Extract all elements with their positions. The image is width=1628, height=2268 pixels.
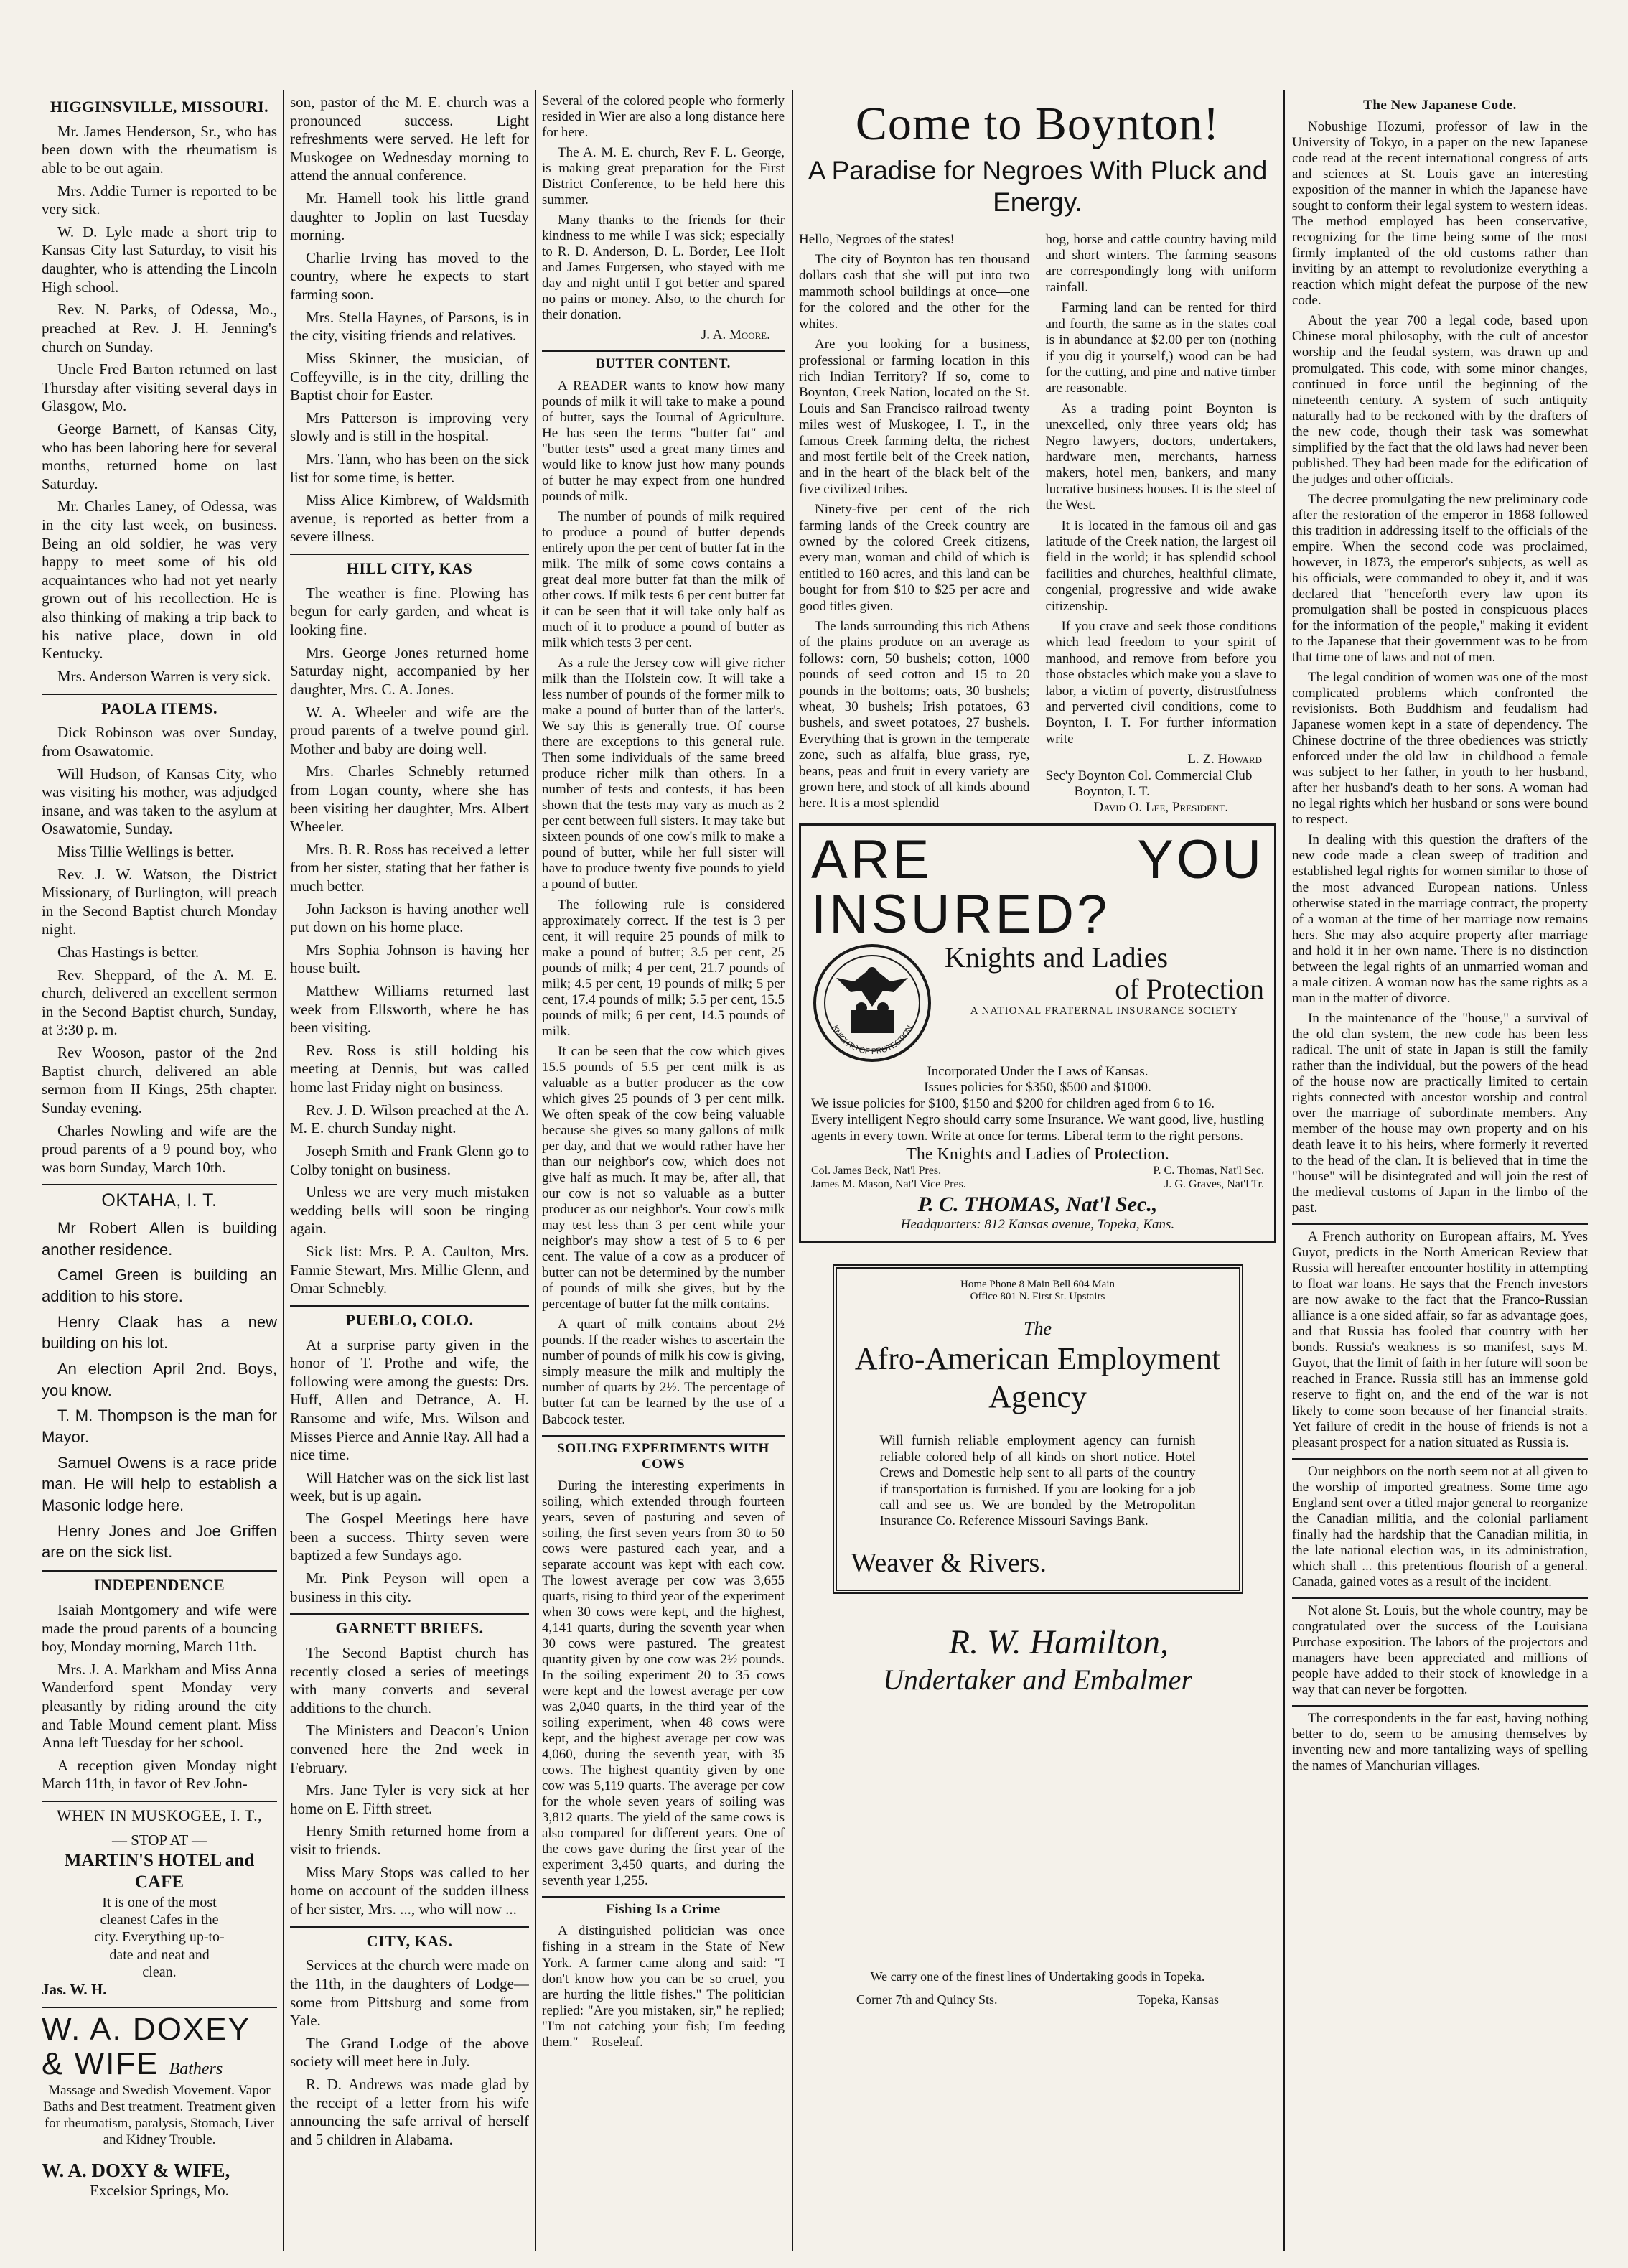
- signer: David O. Lee, President.: [1093, 800, 1229, 816]
- news-item: Mrs. Addie Turner is reported to be very sick.: [42, 182, 277, 218]
- insurance-name: Knights and Ladies: [945, 941, 1169, 974]
- section-divider: [42, 694, 277, 695]
- news-item: Miss Skinner, the musician, of Coffeyville, is in the city, drilling the Baptist choir for Easter.: [290, 349, 529, 404]
- section-divider: [542, 350, 785, 352]
- insurance-secretary: P. C. THOMAS, Nat'l Sec.,: [917, 1192, 1158, 1216]
- article-paragraph: The legal condition of women was one of the most complicated problems which confronted the revisionists. Both Buddhism and feudalism had Japanese women kept in a state of dependency. The Chinese doctrine of the three obediences was strictly enforced under the old law—in childhood a female was subject to her father, in youth to her husband, after her husband's death to her sons. A woman had no legal rights which her husband or sons were bound to respect.: [1292, 670, 1588, 828]
- news-item: Uncle Fred Barton returned on last Thursday after visiting several days in Glasgow, Mo.: [42, 360, 277, 415]
- news-item: Miss Alice Kimbrew, of Waldsmith avenue, is reported as better from a severe illness.: [290, 491, 529, 546]
- insurance-line: The Knights and Ladies of Protection.: [906, 1144, 1169, 1164]
- section-heading: HIGGINSVILLE, MISSOURI.: [50, 98, 269, 116]
- column-3: [542, 93, 785, 2055]
- news-item: Mrs. George Jones returned home Saturday night, accompanied by her daughter, Mrs. C. A. Jones.: [290, 643, 529, 698]
- news-item: Sick list: Mrs. P. A. Caulton, Mrs. Fannie Stewart, Mrs. Millie Glenn, and Omar Schnebly.: [290, 1242, 529, 1297]
- news-item: Dick Robinson was over Sunday, from Osawatomie.: [42, 724, 277, 760]
- article-paragraph: The decree promulgating the new preliminary code after the restoration of the emperor in 1868 followed this tradition in addressing itself to the officials of the empire. When the second code was proclaimed, however, in 1873, the emperor's subjects, as well as his officials, were commanded to obey it, and it was declared that "henceforth every law upon its promulgation shall be posted in conspicuous places for the information of the people," making it evident to the Japanese that their government was to be from that time one of laws and not of men.: [1292, 491, 1588, 666]
- news-item: Henry Jones and Joe Griffen are on the sick list.: [42, 1521, 277, 1562]
- news-item: The Grand Lodge of the above society will meet here in July.: [290, 2034, 529, 2071]
- section-divider: [42, 1184, 277, 1185]
- ad-line: clean.: [142, 1964, 177, 1981]
- insurance-line: We issue policies for $100, $150 and $200 for children aged from 6 to 16.: [811, 1096, 1215, 1111]
- article-paragraph: Not alone St. Louis, but the whole country, may be congratulated over the success of the Louisiana Purchase exposition. The labors of the projectors and managers have been appreciated and millions of people have added to their stock of knowledge in a way that can never be forgotten.: [1292, 1602, 1588, 1697]
- news-item: George Barnett, of Kansas City, who has been laboring here for several months, returned home on last Saturday.: [42, 419, 277, 493]
- news-item: Many thanks to the friends for their kindness to me while I was sick; especially to R. D. Anderson, D. L. Border, Lee Holt and James Furgersen, who stayed with me day and night until I got better and spared no pains or money. Also, to the church for their donation.: [542, 213, 785, 323]
- ad-doxy-name: W. A. DOXEY: [42, 2012, 251, 2048]
- section-divider: [1292, 1458, 1588, 1460]
- article-paragraph: The following rule is considered approximately correct. If the test is 3 per cent, it will require 25 pounds of milk to make a pound of butter; 3.5 per cent, 25 pounds of milk; 4 per cent, 21.7 pounds of milk; 4.5 per cent, 19 pounds of milk; 5 per cent, 17.4 pounds of milk; 5.5 per cent, 15.5 pounds of milk; 6 per cent, 14.5 pounds of milk.: [542, 897, 785, 1039]
- signer: L. Z. Howard: [1187, 752, 1262, 767]
- news-item: The weather is fine. Plowing has begun for early garden, and wheat is looking fine.: [290, 584, 529, 639]
- article-paragraph: In the maintenance of the "house," a survival of the old clan system, the new code has been less radical. The unit of state in Japan is still the family rather than the individual, but the powers of the head of the house now are practically limited to certain rights connected with ancestor worship and control over the marriage of subordinate members. Any member of the house may own property and on his death leave it to his heirs, where formerly it reverted to the head of the clan. It is believed that in time the "house" will be disintegrated and will join the rest of the medieval customs of Japan in the limbo of the past.: [1292, 1010, 1588, 1216]
- section-divider: [1292, 1705, 1588, 1707]
- news-item: Mrs. B. R. Ross has received a letter from her sister, stating that her father is much better.: [290, 840, 529, 895]
- article-paragraph: A quart of milk contains about 2½ pounds. If the reader wishes to ascertain the number of pounds of milk his cow is giving, simply measure the milk and multiply the number of quarts by 2½. The percentage of butter fat can be learned by the use of a Babcock tester.: [542, 1317, 785, 1427]
- boynton-paragraph: Hello, Negroes of the states!: [799, 231, 955, 247]
- boynton-paragraph: hog, horse and cattle country having mild and short winters. The farming seasons are correspondingly long with uniform rainfall.: [1045, 231, 1276, 295]
- article-paragraph: A distinguished politician was once fishing in a stream in the State of New York. A farmer came along and said: "I don't know how you can be so cruel, you are hurting the little fishes." The politician replied: "Are you mistaken, sir," he replied; "I'm not catching your fish; I'm feeding them."—Roseleaf.: [542, 1923, 785, 2050]
- news-item: Mr. Hamell took his little grand daughter to Joplin on last Tuesday morning.: [290, 190, 529, 244]
- news-item: Mrs. Jane Tyler is very sick at her home on E. Fifth street.: [290, 1781, 529, 1817]
- section-divider: [42, 1570, 277, 1572]
- article-paragraph: Nobushige Hozumi, professor of law in the University of Tokyo, in a paper on the new Japanese code read at the recent international congress of arts and sciences at St. Louis gave an interesting exposition of the manner in which the Japanese have sought to conform their legal system to western ideas. The method employed has been conservative, recognizing for the time being some of the most firmly implanted of the old customs rather than inviting by an attempt to revolutionize everything a reaction which might defeat the purpose of the new code.: [1292, 119, 1588, 309]
- news-item: The Ministers and Deacon's Union convened here the 2nd week in February.: [290, 1722, 529, 1776]
- ad-doxy-text: Massage and Swedish Movement. Vapor Baths and Best treatment. Treatment given for rheumatism, paralysis, Stomach, Liver and Kidney Trouble.: [42, 2082, 276, 2148]
- news-item: Will Hudson, of Kansas City, who was visiting his mother, was adjudged insane, and was taken to the asylum at Osawatomie, Sunday.: [42, 765, 277, 838]
- boynton-paragraph: Ninety-five per cent of the rich farming lands of the Creek country are owned by the colored Creek citizens, every man, woman and child of which is entitled to 160 acres, and this land can be bought for from $10 to $25 per acre and good titles given.: [799, 502, 1030, 614]
- insurance-caps: A NATIONAL FRATERNAL INSURANCE SOCIETY: [970, 1004, 1239, 1017]
- agency-office: Office 801 N. First St. Upstairs: [970, 1291, 1105, 1303]
- news-item: Mrs. J. A. Markham and Miss Anna Wanderford spent Monday very pleasantly by riding around the city and Table Mound cement plant. Miss Anna left Tuesday for her school.: [42, 1660, 277, 1752]
- news-item: Camel Green is building an addition to his store.: [42, 1266, 277, 1305]
- ad-line: city. Everything up-to-: [94, 1929, 225, 1946]
- news-item: Miss Tillie Wellings is better.: [57, 842, 234, 860]
- ad-line: It is one of the most: [102, 1894, 217, 1910]
- ad-line: cleanest Cafes in the: [100, 1911, 219, 1928]
- news-item: Will Hatcher was on the sick list last week, but is up again.: [290, 1468, 529, 1505]
- news-item: The Second Baptist church has recently closed a series of meetings with many converts and several additions to the church.: [290, 1643, 529, 1717]
- news-item: Rev. Sheppard, of the A. M. E. church, delivered an excellent sermon in the Second Baptist church, Sunday, at 3:30 p. m.: [42, 966, 277, 1039]
- section-heading: HILL CITY, KAS: [346, 559, 473, 578]
- boynton-subtitle: A Paradise for Negroes With Pluck and Energy.: [808, 155, 1268, 218]
- news-item: Services at the church were made on the 11th, in the daughters of Lodge—some from Pittsburg and some from Yale.: [290, 1956, 529, 2030]
- agency-sign: Weaver & Rivers.: [851, 1547, 1047, 1578]
- ad-line: date and neat and: [109, 1946, 210, 1963]
- section-heading: The New Japanese Code.: [1363, 98, 1517, 113]
- insurance-line: Every intelligent Negro should carry some Insurance. We want good, live, hustling agents in every town. Write at once for terms. Liberal term to the right persons.: [811, 1112, 1264, 1144]
- news-item: Rev. J. W. Watson, the District Missionary, of Burlington, will preach in the Second Baptist church Monday night.: [42, 865, 277, 938]
- news-item: Mr. James Henderson, Sr., who has been down with the rheumatism is able to be out again.: [42, 122, 277, 177]
- article-paragraph: A READER wants to know how many pounds of milk it will take to make a pound of butter, says the Journal of Agriculture. He has seen the terms "butter fat" and "butter tests" used a great many times and would like to know just how many pounds of butter he may expect from one hundred pounds of milk.: [542, 378, 785, 504]
- section-divider: [542, 1435, 785, 1437]
- article-paragraph: During the interesting experiments in soiling, which extended through fourteen years, seven of pasturing and seven of soiling, the first seven years from 30 to 50 cows were pastured each year, and a separate account was kept with each cow. The lowest average per cow was 3,655 quarts, rising to third year of the experiment when 30 cows were kept, and the highest, 4,141 quarts, during the seventh year when 30 cows were pastured. The greatest quantity given by one cow was 2½ pounds. In the soiling experiment 20 to 35 cows were kept and the lowest average per cow was 2,040 quarts, in the third year of the soiling experiment, when 48 cows were kept, and the highest average per cow was 4,060, during the seventh year, with 35 cows. The highest quantity given by one cow was 5,119 quarts. The average per cow for the whole seven years of soiling was 3,812 quarts. The yield of the same cows is also compared for different years. One of the cows gave during the first year of the experiment 3,450 quarts, and during the seventh year 1,255.: [542, 1478, 785, 1889]
- ad-stop: — STOP AT —: [111, 1831, 207, 1849]
- news-item: Miss Mary Stops was called to her home on account of the sudden illness of her sister, Mrs. ..., who will now ...: [290, 1863, 529, 1918]
- news-item: Rev Wooson, pastor of the 2nd Baptist church, delivered an able sermon from II Kings, 25th chapter. Sunday evening.: [42, 1044, 277, 1116]
- section-divider: [42, 1801, 277, 1802]
- news-item: Charlie Irving has moved to the country, where he expects to start farming soon.: [290, 248, 529, 304]
- insurance-officer: P. C. Thomas, Nat'l Sec.: [1153, 1165, 1264, 1177]
- news-item: Henry Claak has a new building on his lot.: [42, 1312, 277, 1353]
- news-item: Rev. N. Parks, of Odessa, Mo., preached at Rev. J. H. Jenning's church on Sunday.: [42, 301, 277, 355]
- insurance-address: Headquarters: 812 Kansas avenue, Topeka, Kans.: [900, 1217, 1175, 1233]
- news-item: Mr. Charles Laney, of Odessa, was in the city last week, on business. Being an old soldier, he was very happy to meet some of his old acquaintances who had not yet nearly grown out of his recollection. He is also thinking of making a trip back to his native place, down in old Kentucky.: [42, 498, 277, 663]
- news-item: Mr. Pink Peyson will open a business in this city.: [290, 1569, 529, 1605]
- news-item: Several of the colored people who formerly resided in Wier are also a long distance here for here.: [542, 93, 785, 141]
- section-divider: [42, 2007, 277, 2008]
- column-2: [290, 93, 529, 2153]
- agency-the: The: [1024, 1318, 1052, 1340]
- ad-heading: WHEN IN MUSKOGEE, I. T.,: [56, 1806, 263, 1825]
- ad-doxy-place: Excelsior Springs, Mo.: [90, 2182, 229, 2200]
- news-item: Mr Robert Allen is building another residence.: [42, 1218, 277, 1259]
- insurance-officer: James M. Mason, Nat'l Vice Pres.: [811, 1178, 966, 1191]
- insurance-line: Incorporated Under the Laws of Kansas.: [927, 1063, 1149, 1079]
- ad-doxy-footer: W. A. DOXY & WIFE,: [42, 2159, 230, 2181]
- agency-phones: Home Phone 8 Main Bell 604 Main: [960, 1278, 1115, 1290]
- section-heading: GARNETT BRIEFS.: [335, 1619, 484, 1638]
- agency-name: Afro-American Employment Agency: [854, 1340, 1221, 1414]
- news-item: Rev. Ross is still holding his meeting at Dennis, but was called home last Friday night on business.: [290, 1041, 529, 1096]
- news-item: W. D. Lyle made a short trip to Kansas City last Saturday, to visit his daughter, who is attending the Lincoln High school.: [42, 223, 277, 296]
- news-item: The A. M. E. church, Rev F. L. George, is making great preparation for the First District Conference, to be held here this summer.: [542, 145, 785, 208]
- employment-agency-ad: [833, 1264, 1243, 1594]
- undertaker-title: Undertaker and Embalmer: [882, 1663, 1193, 1697]
- undertaker-ad: [799, 1623, 1276, 2007]
- boynton-paragraph: Are you looking for a business, professional or farming location in this rich Indian Territory? If so, come to Boynton, Creek Nation, located on the St. Louis and San Francisco railroad twenty miles west of Muskogee, I. T., in the famous Creek farming delta, the richest and most fertile belt of the Creek nation, and in the heart of the black belt of the five civilized tribes.: [799, 337, 1030, 497]
- insurance-title: ARE YOU INSURED?: [811, 829, 1264, 945]
- section-heading: PUEBLO, COLO.: [345, 1310, 474, 1329]
- news-item: son, pastor of the M. E. church was a pronounced success. Light refreshments were served. He left for Muskogee on Wednesday morning to attend the annual conference.: [290, 93, 529, 185]
- boynton-body: [799, 232, 1276, 816]
- section-heading: OKTAHA, I. T.: [101, 1190, 217, 1211]
- seal-text: KNIGHTS OF PROTECTION: [830, 1024, 914, 1056]
- news-item: T. M. Thompson is the man for Mayor.: [42, 1406, 277, 1447]
- column-4: [799, 93, 1276, 2007]
- article-paragraph: It can be seen that the cow which gives 15.5 pounds of 5.5 per cent milk is as valuable as a butter producer as the cow which gives 25 pounds of 3 per cent milk. We often speak of the cow being valuable because she gives so many gallons of milk per day, and that we would rather have her than our neighbor's cow, which does not give half as much. It may be, after all, that our cow is not so valuable as a butter producer as our neighbor's. Your cow's milk may test less than 3 per cent while your neighbor's may show a test of 5 to 6 per cent. The value of a cow as a producer of butter can not be determined by the number of pounds of milk she gives, but by the percentage of butter fat the milk contains.: [542, 1043, 785, 1312]
- insurance-officer: J. G. Graves, Nat'l Tr.: [1164, 1178, 1264, 1191]
- ad-doxy-wife: & WIFE: [42, 2046, 159, 2082]
- news-item: Rev. J. D. Wilson preached at the A. M. E. church Sunday night.: [290, 1101, 529, 1137]
- boynton-title: Come to Boynton!: [855, 98, 1220, 150]
- news-item: W. A. Wheeler and wife are the proud parents of a twelve pound girl. Mother and baby are doing well.: [290, 703, 529, 757]
- section-divider: [290, 554, 529, 555]
- agency-text: Will furnish reliable employment agency can furnish reliable colored help of all kinds on short notice. Hotel Crews and Domestic help sent to all parts of the country if transportation is furnished. If you are looking for a job call and see us. We are bonded by the Metropolitan Insurance Co. Reference Missouri Savings Bank.: [879, 1433, 1196, 1529]
- news-item: A reception given Monday night March 11th, in favor of Rev John-: [42, 1756, 277, 1793]
- section-divider: [290, 1305, 529, 1307]
- news-item: Mrs. Anderson Warren is very sick.: [57, 667, 271, 685]
- section-heading: SOILING EXPERIMENTS WITH COWS: [557, 1440, 769, 1472]
- column-rule: [792, 90, 793, 2251]
- news-item: At a surprise party given in the honor of T. Prothe and wife, the following were among the guests: Drs. Huff, Allen and Detrance, A. H. Ransome and wife, Mrs. Wilson and Misses Pierce and Annie Ray. All had a nice time.: [290, 1335, 529, 1464]
- insurance-name: of Protection: [1115, 972, 1264, 1005]
- signer: Boynton, I. T.: [1074, 784, 1150, 800]
- article-paragraph: The correspondents in the far east, having nothing better to do, seem to be amusing themselves by inventing new and more tantalizing ways of spelling the names of Manchurian villages.: [1292, 1711, 1588, 1774]
- section-divider: [290, 1926, 529, 1928]
- section-heading: INDEPENDENCE: [93, 1576, 225, 1595]
- news-item: R. D. Andrews was made glad by the receipt of a letter from his wife announcing the safe arrival of herself and 5 children in Alabama.: [290, 2075, 529, 2148]
- boynton-paragraph: The city of Boynton has ten thousand dollars cash that she will put into two mammoth school buildings at once—one for the colored and the other for the whites.: [799, 252, 1030, 332]
- insurance-line: Issues policies for $350, $500 and $1000.: [924, 1080, 1151, 1096]
- column-5: [1292, 93, 1588, 1778]
- boynton-paragraph: If you crave and seek those conditions which lead freedom to your spirit of manhood, and remove from before you those obstacles which make you a slave to labor, a victim of poverty, distrustfulness and perverted civil conditions, come to Boynton, I. T. For further information write: [1045, 619, 1276, 747]
- news-item: Mrs Patterson is improving very slowly and is still in the hospital.: [290, 409, 529, 445]
- news-item: John Jackson is having another well put down on his home place.: [290, 900, 529, 936]
- section-heading: CITY, KAS.: [366, 1931, 453, 1950]
- section-heading: BUTTER CONTENT.: [596, 356, 731, 372]
- news-item: Samuel Owens is a race pride man. He will help to establish a Masonic lodge here.: [42, 1453, 277, 1515]
- column-rule: [1283, 90, 1285, 2251]
- ad-doxy-tag: Bathers: [169, 2060, 223, 2079]
- eagle-seal-icon: [811, 942, 933, 1064]
- article-paragraph: The number of pounds of milk required to produce a pound of butter depends entirely upon the per cent of butter fat in the milk. The milk of some cows contains a great deal more butter fat than the milk of other cows. If milk tests 6 per cent butter fat it can be seen that it will take only half as much of it to produce a pound of butter as milk which tests 3 per cent.: [542, 508, 785, 650]
- news-item: Mrs. Stella Haynes, of Parsons, is in the city, visiting friends and relatives.: [290, 308, 529, 345]
- insurance-officer: Col. James Beck, Nat'l Pres.: [811, 1165, 942, 1177]
- news-item: The Gospel Meetings here have been a success. Thirty seven were baptized a few Sundays ago.: [290, 1510, 529, 1564]
- column-rule: [535, 90, 536, 2251]
- boynton-paragraph: The lands surrounding this rich Athens of the plains produce on an average as follows: corn, 50 bushels; cotton, 1000 pounds of seed cotton and 15 to 20 pounds in the bottoms; oats, 30 bushels; wheat, 30 bushels; Irish potatoes, 63 bushels, and sweet potatoes, 27 bushels. Everything that is grown in the temperate zone, such as alfalfa, blue grass, rye, beans, peas and fruit in every variety are grown here, and stock of all kinds abound here. It is a most splendid: [799, 619, 1030, 811]
- column-rule: [283, 90, 284, 2251]
- ad-hotel-name: MARTIN'S HOTEL and CAFE: [64, 1850, 255, 1893]
- news-item: Charles Nowling and wife are the proud parents of a 9 pound boy, who was born Sunday, March 10th.: [42, 1121, 277, 1176]
- insurance-ad: [799, 823, 1276, 1243]
- undertaker-carry: We carry one of the finest lines of Undertaking goods in Topeka.: [870, 1969, 1205, 1984]
- undertaker-corner: Corner 7th and Quincy Sts.: [856, 1992, 998, 2007]
- news-item: Unless we are very much mistaken wedding bells will soon be ringing again.: [290, 1183, 529, 1238]
- news-item: Mrs. Charles Schnebly returned from Logan county, where she has been visiting her daughter, Mrs. Albert Wheeler.: [290, 762, 529, 836]
- article-paragraph: About the year 700 a legal code, based upon Chinese moral philosophy, with the cult of ancestor worship and the feudal system, was drawn up and promulgated. This code, with some minor changes, continued in force until the beginning of the nineteenth century. A system of such antiquity naturally had to be reckoned with by the drafters of the new code, though their task was somewhat simplified by the fact that the old laws had never been published. They had been made for the edification of the judges and other officials.: [1292, 313, 1588, 487]
- undertaker-name: R. W. Hamilton,: [948, 1623, 1169, 1661]
- boynton-paragraph: As a trading point Boynton is unexcelled, only three years old; has Negro lawyers, doctors, undertakers, hardware men, merchants, harness makers, hotel men, bankers, and many lucrative business houses. It is the steel of the West.: [1045, 401, 1276, 513]
- news-item: Matthew Williams returned last week from Ellsworth, where he has been visiting.: [290, 982, 529, 1037]
- article-paragraph: A French authority on European affairs, M. Yves Guyot, predicts in the North American Review that Russia will hereafter encounter hostility in attempting to float war loans. He says that the French investors are now awake to the fact that the Franco-Russian alliance is a one sided affair, so far as advantage goes, and that Russia has fooled that country with her bonds. Russia's weakness is so manifest, says M. Guyot, that the limit of faith in her future will soon be reached in France. Russia still has an immense gold reserve to fight on, and the end of the war is not likely to come soon because of her financial straits. Yet failure of credit in the house of friends is not a pleasant prospect for a nation situated as Russia is.: [1292, 1229, 1588, 1450]
- article-paragraph: Our neighbors on the north seem not at all given to the worship of imported greatness. Some time ago England sent over a titled major general to reorganize the Canadian militia, and the colonial parliament finally had the hardship that the Canadian militia, in the late national election was, in its administration, which shall ... this pretentious flourish of a general. Canada, gained votes as a result of the incident.: [1292, 1463, 1588, 1590]
- boynton-paragraph: Farming land can be rented for third and fourth, the same as in the states coal is in abundance at $2.00 per ton (nothing if you dig it yourself,) wood can be had for the cutting, and pine and native timber are reasonable.: [1045, 300, 1276, 396]
- news-item: Isaiah Montgomery and wife were made the proud parents of a bouncing boy, Monday morning, March 11th.: [42, 1600, 277, 1656]
- undertaker-city: Topeka, Kansas: [1137, 1992, 1219, 2007]
- news-item: Joseph Smith and Frank Glenn go to Colby tonight on business.: [290, 1142, 529, 1178]
- news-item: Mrs Sophia Johnson is having her house built.: [290, 941, 529, 977]
- section-heading: Fishing Is a Crime: [606, 1902, 721, 1918]
- news-item: Mrs. Tann, who has been on the sick list for some time, is better.: [290, 449, 529, 486]
- section-heading: PAOLA ITEMS.: [100, 699, 218, 717]
- news-item: Chas Hastings is better.: [57, 943, 200, 961]
- column-1: [42, 93, 277, 2201]
- news-item: Henry Smith returned home from a visit to friends.: [290, 1822, 529, 1859]
- article-paragraph: As a rule the Jersey cow will give richer milk than the Holstein cow. It will take a less number of pounds of the former milk to make a pound of butter than of the latter's. We say this is generally true. Of course there are exceptions to this general rule. Then some individuals of the same breed produce richer milk than others. In a number of tests and contests, it has been shown that the tests may vary as much as 2 per cent between full sisters. It may take but sixteen pounds of one cow's milk to make a pound of butter, while her full sister will have to produce twenty five pounds to yield a pound of butter.: [542, 655, 785, 892]
- news-item: An election April 2nd. Boys, you know.: [42, 1359, 277, 1399]
- signer: Sec'y Boynton Col. Commercial Club: [1045, 767, 1253, 783]
- boynton-paragraph: It is located in the famous oil and gas latitude of the Creek nation, the largest oil field in the world; it has splendid school facilities and churches, healthful climate, congenial, progressive and wide awake citizenship.: [1045, 518, 1276, 614]
- ad-proprietor: Jas. W. H.: [42, 1981, 107, 1999]
- article-paragraph: In dealing with this question the drafters of the new code made a clean sweep of tradition and established legal rights for women similar to those of the most advanced European nations. Unless otherwise stated in the marriage contract, the property of a woman at the time of her marriage now remains hers. She may also acquire property after marriage and hold it in her own name. There is no distinction between the legal rights of an unmarried woman and a male citizen. A woman now has the same rights as a man in the matter of divorce.: [1292, 832, 1588, 1006]
- signature: J. A. Moore.: [701, 327, 770, 343]
- section-divider: [290, 1613, 529, 1615]
- section-divider: [1292, 1223, 1588, 1225]
- section-divider: [542, 1896, 785, 1898]
- section-divider: [1292, 1597, 1588, 1599]
